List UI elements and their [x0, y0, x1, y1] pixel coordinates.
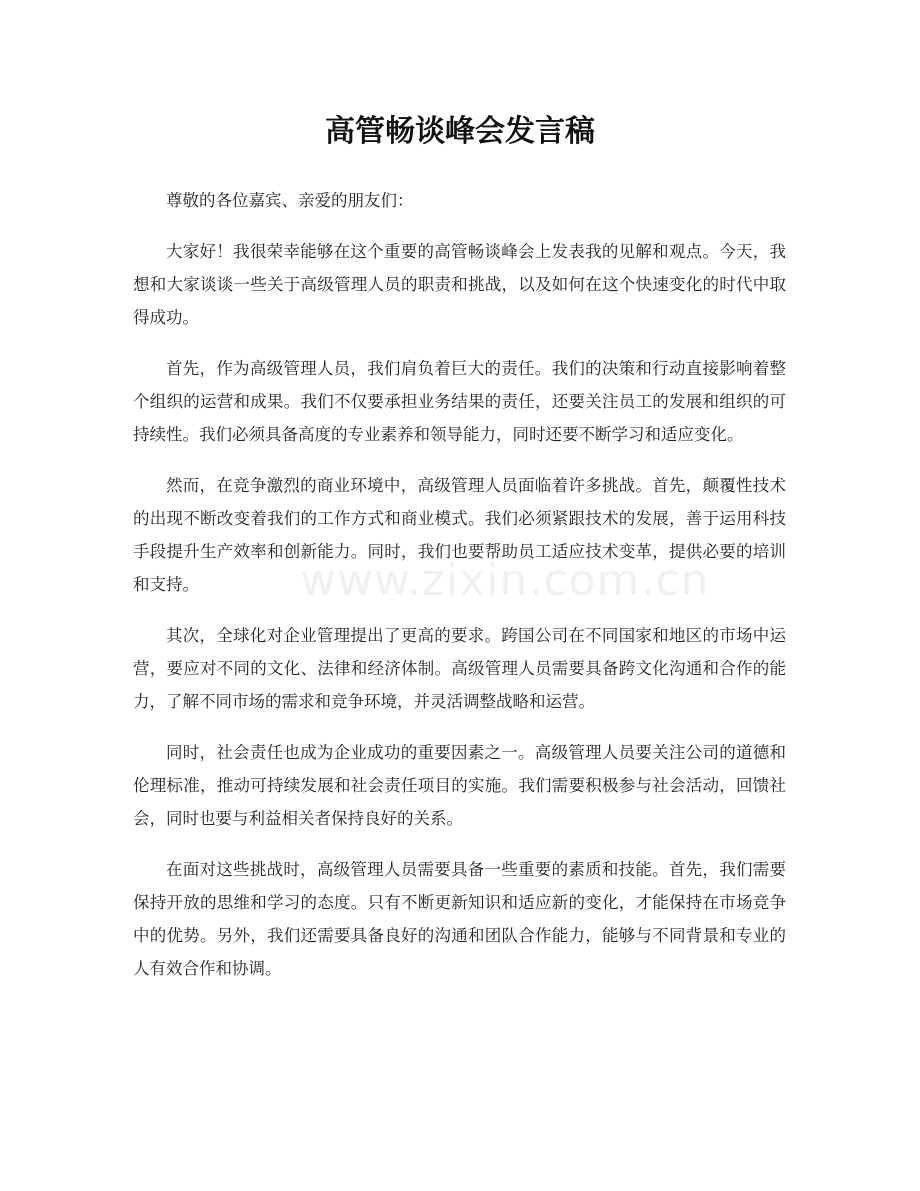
paragraph-5: 同时，社会责任也成为企业成功的重要因素之一。高级管理人员要关注公司的道德和伦理标准，推动可持续发展和社会责任项目的实施。我们需要积极参与社会活动，回馈社会，同时也要与利益相关者保持良好的关系。: [133, 743, 786, 828]
greeting: 尊敬的各位嘉宾、亲爱的朋友们：: [166, 191, 414, 210]
document-body: [133, 184, 786, 1003]
document-title: 高管畅谈峰会发言稿: [325, 114, 595, 149]
paragraph-4: 其次，全球化对企业管理提出了更高的要求。跨国公司在不同国家和地区的市场中运营，要应对不同的文化、法律和经济体制。高级管理人员需要具备跨文化沟通和合作的能力，了解不同市场的需求和竞争环境，并灵活调整战略和运营。: [133, 626, 786, 711]
paragraph-6: 在面对这些挑战时，高级管理人员需要具备一些重要的素质和技能。首先，我们需要保持开放的思维和学习的态度。只有不断更新知识和适应新的变化，才能保持在市场竞争中的优势。另外，我们还需要具备良好的沟通和团队合作能力，能够与不同背景和专业的人有效合作和协调。: [133, 860, 786, 978]
paragraph-1: 大家好！我很荣幸能够在这个重要的高管畅谈峰会上发表我的见解和观点。今天，我想和大家谈谈一些关于高级管理人员的职责和挑战，以及如何在这个快速变化的时代中取得成功。: [133, 242, 786, 327]
watermark: www.zixin.com.cn: [300, 555, 710, 606]
paragraph-2: 首先，作为高级管理人员，我们肩负着巨大的责任。我们的决策和行动直接影响着整个组织的运营和成果。我们不仅要承担业务结果的责任，还要关注员工的发展和组织的可持续性。我们必须具备高度的专业素养和领导能力，同时还要不断学习和适应变化。: [133, 359, 786, 444]
paragraph-3: 然而，在竞争激烈的商业环境中，高级管理人员面临着许多挑战。首先，颠覆性技术的出现不断改变着我们的工作方式和商业模式。我们必须紧跟技术的发展，善于运用科技手段提升生产效率和创新能力。同时，我们也要帮助员工适应技术变革，提供必要的培训和支持。: [133, 476, 786, 594]
